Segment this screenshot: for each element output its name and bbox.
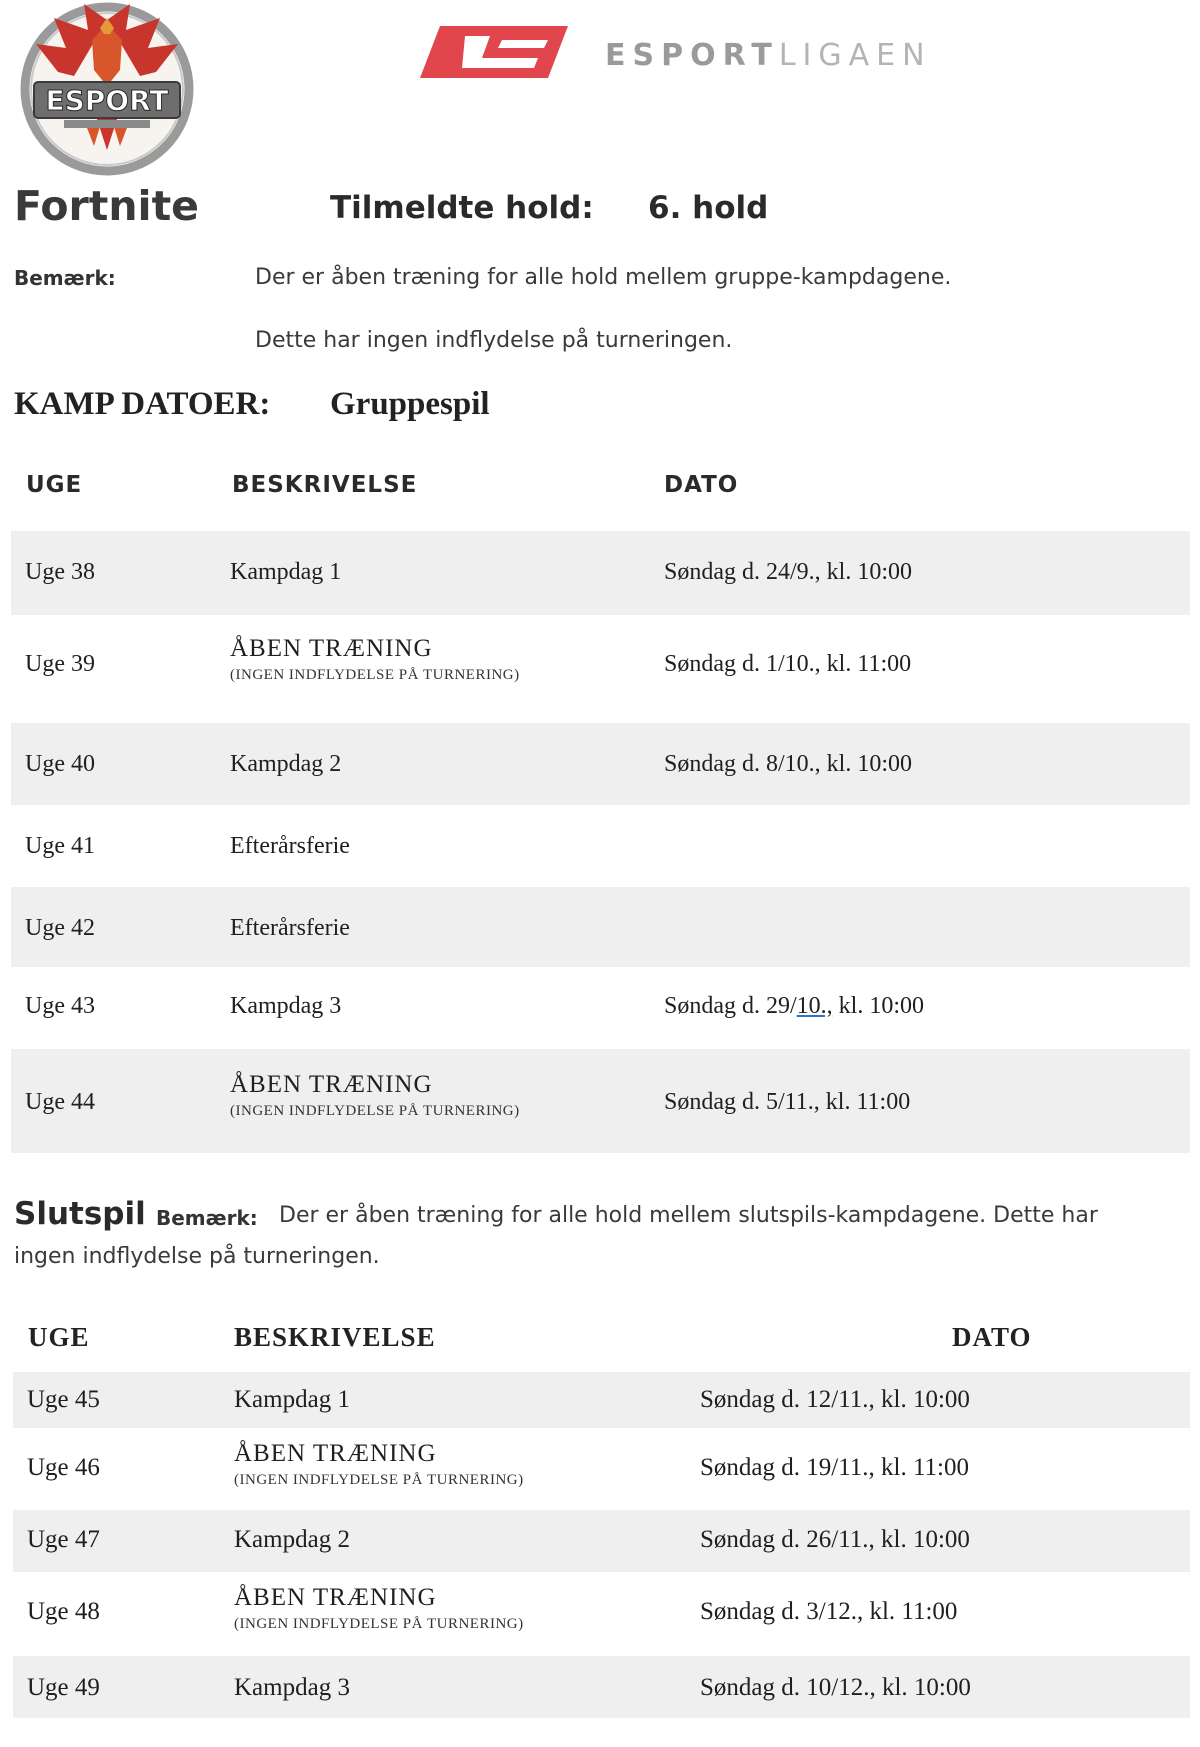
- date-cell: Søndag d. 8/10., kl. 10:00: [664, 751, 913, 777]
- date-cell: Søndag d. 24/9., kl. 10:00: [664, 559, 913, 585]
- week-cell: Uge 43: [25, 993, 95, 1019]
- esport-club-logo: [14, 0, 200, 178]
- description-note: (INGEN INDFLYDELSE PÅ TURNERING): [230, 1103, 520, 1119]
- description-cell: Kampdag 2: [230, 751, 342, 777]
- date-cell: Søndag d. 5/11., kl. 11:00: [664, 1089, 911, 1115]
- week-cell: Uge 47: [27, 1526, 100, 1553]
- date-cell: Søndag d. 1/10., kl. 11:00: [664, 651, 912, 677]
- table-row: [11, 531, 1190, 615]
- description-cell: Kampdag 3: [230, 993, 342, 1019]
- table-row: [11, 615, 1190, 723]
- playoffs-remark-label: Bemærk:: [156, 1206, 258, 1230]
- playoffs-title: Slutspil: [14, 1196, 146, 1232]
- table-row: [11, 1049, 1190, 1153]
- description-cell: Efterårsferie: [230, 915, 350, 941]
- table-row: [11, 805, 1190, 887]
- description-note: (INGEN INDFLYDELSE PÅ TURNERING): [230, 667, 520, 683]
- column-header-description: BESKRIVELSE: [232, 472, 418, 498]
- column-header-date: DATO: [664, 472, 739, 498]
- playoffs-remark-text: Der er åben træning for alle hold mellem slutspils-kampdagene. Dette har: [279, 1203, 1098, 1228]
- date-cell: Søndag d. 10/12., kl. 10:00: [700, 1674, 971, 1701]
- week-cell: Uge 42: [25, 915, 95, 941]
- game-title: Fortnite: [14, 182, 199, 230]
- match-dates-label: KAMP DATOER:: [14, 386, 271, 422]
- description-cell: ÅBEN TRÆNING: [230, 635, 433, 662]
- table-row: [13, 1510, 1190, 1572]
- teams-label: Tilmeldte hold:: [330, 190, 594, 226]
- column-header-description: BESKRIVELSE: [234, 1322, 436, 1352]
- date-cell: Søndag d. 19/11., kl. 11:00: [700, 1454, 969, 1481]
- week-cell: Uge 38: [25, 559, 95, 585]
- week-cell: Uge 40: [25, 751, 95, 777]
- table-row: [13, 1656, 1190, 1718]
- group-stage-label: Gruppespil: [330, 386, 490, 422]
- week-cell: Uge 46: [27, 1454, 100, 1481]
- column-header-date: DATO: [952, 1322, 1032, 1352]
- date-cell: Søndag d. 12/11., kl. 10:00: [700, 1386, 970, 1413]
- week-cell: Uge 48: [27, 1598, 100, 1625]
- date-hyperlink[interactable]: 10.,: [796, 993, 833, 1019]
- week-cell: Uge 44: [25, 1089, 95, 1115]
- week-cell: Uge 45: [27, 1386, 100, 1413]
- remark-line-2: Dette har ingen indflydelse på turneringen.: [255, 328, 733, 353]
- description-cell: Kampdag 1: [230, 559, 342, 585]
- table-row: [11, 723, 1190, 805]
- table-row: [11, 967, 1190, 1049]
- column-header-week: UGE: [28, 1322, 90, 1352]
- remark-label: Bemærk:: [14, 266, 116, 290]
- svg-text:ESPORT: ESPORT: [45, 84, 169, 117]
- date-cell: Søndag d. 29/10., kl. 10:00: [664, 993, 925, 1019]
- date-cell: Søndag d. 26/11., kl. 10:00: [700, 1526, 970, 1553]
- description-cell: Kampdag 2: [234, 1526, 350, 1553]
- teams-value: 6. hold: [648, 190, 769, 226]
- description-cell: ÅBEN TRÆNING: [234, 1440, 437, 1467]
- league-wordmark: ESPORTLIGAEN: [605, 38, 932, 73]
- week-cell: Uge 41: [25, 833, 95, 859]
- playoffs-remark-text-2: ingen indflydelse på turneringen.: [14, 1244, 380, 1269]
- description-cell: ÅBEN TRÆNING: [234, 1584, 437, 1611]
- description-note: (INGEN INDFLYDELSE PÅ TURNERING): [234, 1472, 524, 1488]
- description-cell: Kampdag 3: [234, 1674, 350, 1701]
- description-cell: ÅBEN TRÆNING: [230, 1071, 433, 1098]
- description-cell: Efterårsferie: [230, 833, 350, 859]
- description-note: (INGEN INDFLYDELSE PÅ TURNERING): [234, 1616, 524, 1632]
- table-row: [13, 1372, 1190, 1428]
- week-cell: Uge 49: [27, 1674, 100, 1701]
- column-header-week: UGE: [26, 472, 83, 498]
- table-row: [11, 887, 1190, 967]
- table-row: [13, 1428, 1190, 1510]
- week-cell: Uge 39: [25, 651, 95, 677]
- date-cell: Søndag d. 3/12., kl. 11:00: [700, 1598, 958, 1625]
- table-row: [13, 1572, 1190, 1656]
- remark-line-1: Der er åben træning for alle hold mellem gruppe-kampdagene.: [255, 265, 952, 290]
- description-cell: Kampdag 1: [234, 1386, 350, 1413]
